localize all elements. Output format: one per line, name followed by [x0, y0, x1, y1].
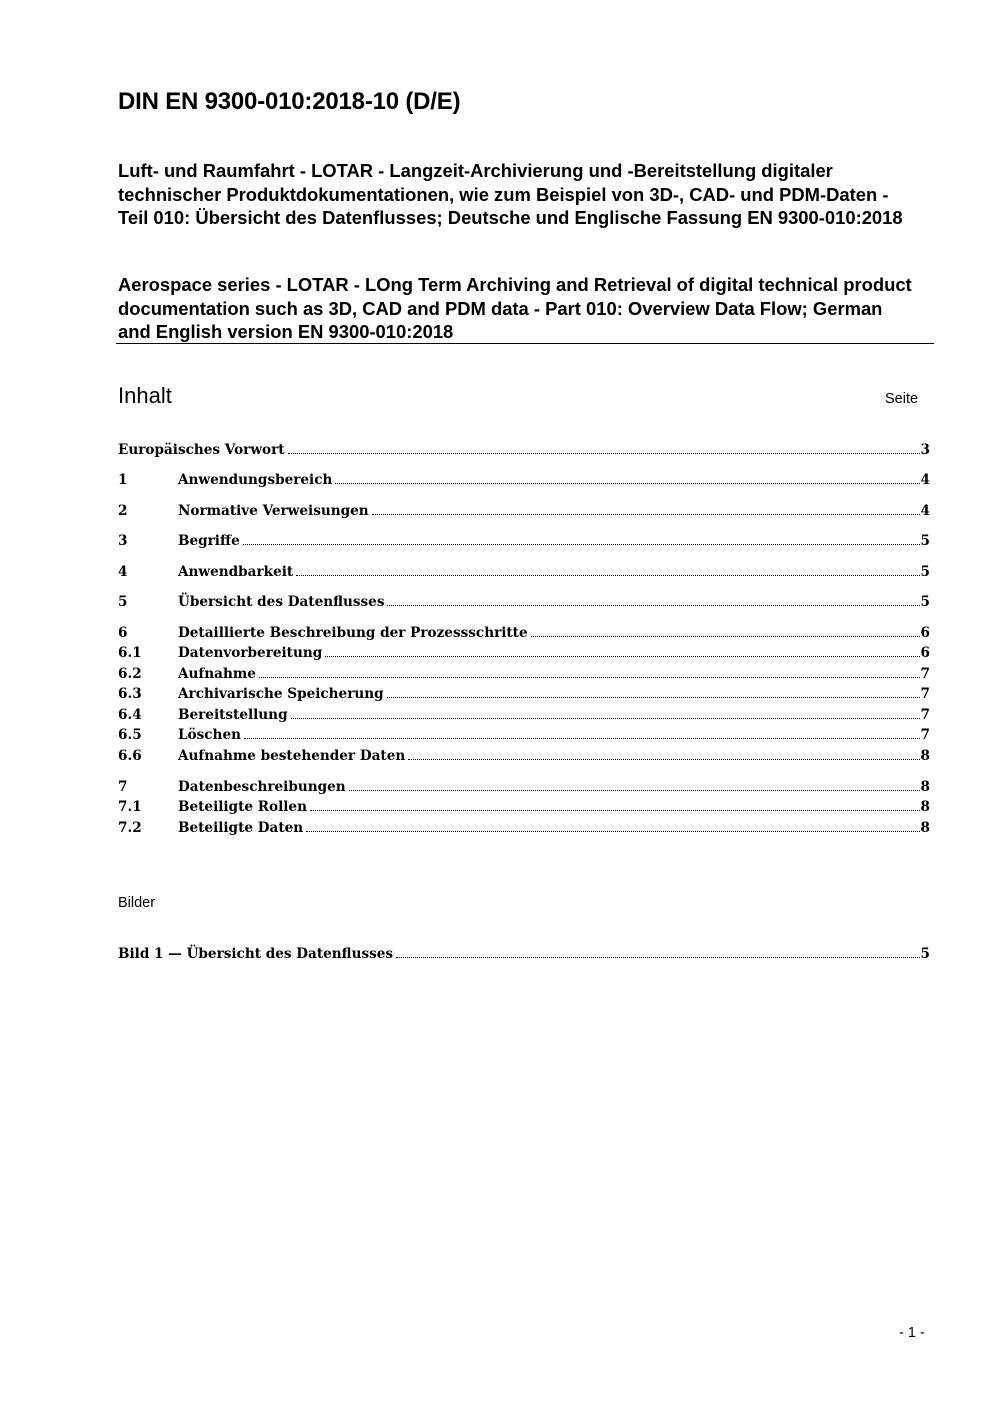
toc-entry-label: Begriffe — [178, 533, 240, 549]
toc-leader-dots — [306, 830, 919, 832]
toc-entry[interactable] — [118, 664, 930, 684]
toc-entry-label: Aufnahme — [178, 666, 256, 682]
toc-entry-page: 4 — [920, 503, 930, 519]
toc-entry[interactable] — [118, 562, 930, 582]
toc-entry-label: Detaillierte Beschreibung der Prozessschritte — [178, 625, 528, 641]
toc-leader-dots — [243, 543, 920, 545]
toc-entry[interactable] — [118, 797, 930, 817]
toc-entry[interactable] — [118, 531, 930, 551]
toc-entry[interactable] — [118, 746, 930, 766]
toc-entry[interactable] — [118, 725, 930, 745]
toc-entry-page: 8 — [920, 799, 930, 815]
toc-entry-page: 3 — [920, 442, 930, 458]
toc-entry-label: Beteiligte Daten — [178, 820, 304, 836]
toc-leader-dots — [325, 655, 919, 657]
toc-leader-dots — [349, 789, 920, 791]
toc-entry-label: Löschen — [178, 727, 241, 743]
toc-entry-number: 7.2 — [118, 820, 142, 836]
toc-entry-label: Datenvorbereitung — [178, 645, 323, 661]
toc-entry-number: 2 — [118, 503, 128, 519]
toc-entry[interactable] — [118, 684, 930, 704]
toc-entry[interactable] — [118, 501, 930, 521]
toc-entry-page: 8 — [920, 779, 930, 795]
toc-entry-page: 5 — [920, 594, 930, 610]
toc-leader-dots — [531, 635, 920, 637]
toc-leader-dots — [396, 956, 919, 958]
toc-leader-dots — [335, 482, 919, 484]
toc-leader-dots — [372, 513, 920, 515]
toc-entry-page: 6 — [920, 625, 930, 641]
toc-leader-dots — [387, 604, 919, 606]
toc-entry[interactable] — [118, 623, 930, 643]
toc-entry-number: 6.5 — [118, 727, 142, 743]
toc-entry[interactable] — [118, 440, 930, 460]
toc-page-column-label: Seite — [885, 391, 919, 407]
title-english: Aerospace series - LOTAR - LOng Term Archiving and Retrieval of digital technical product documentation such as 3D, CAD and PDM data - Part 010: Overview Data Flow; German and English version EN 9300-010:2018 — [118, 274, 912, 342]
toc-entry[interactable] — [118, 777, 930, 797]
toc-entry-number: 4 — [118, 564, 128, 580]
page-number: - 1 - — [899, 1325, 925, 1341]
title-german: Luft- und Raumfahrt - LOTAR - Langzeit-Archivierung und -Bereitstellung digitaler technischer Produktdokumentationen, wie zum Beispiel von 3D-, CAD- und PDM-Daten - Teil 010: Übersicht des Datenflusses; Deutsche und Englische Fassung EN 9300-010:2018 — [118, 160, 903, 228]
toc-entry-label: Beteiligte Rollen — [178, 799, 307, 815]
toc-entry-label: Archivarische Speicherung — [178, 686, 384, 702]
toc-entry-page: 7 — [920, 707, 930, 723]
toc-entry-number: 1 — [118, 472, 128, 488]
toc-leader-dots — [310, 809, 920, 811]
toc-entry-label: Datenbeschreibungen — [178, 779, 346, 795]
toc-entry-label: Aufnahme bestehender Daten — [178, 748, 406, 764]
toc-entry-label: Anwendungsbereich — [178, 472, 333, 488]
toc-entry-page: 7 — [920, 727, 930, 743]
toc-leader-dots — [387, 696, 920, 698]
toc-entry-number: 5 — [118, 594, 128, 610]
toc-entry-page: 7 — [920, 686, 930, 702]
toc-entry[interactable] — [118, 592, 930, 612]
document-id: DIN EN 9300-010:2018-10 (D/E) — [118, 88, 461, 115]
figure-entry-label: Bild 1 — Übersicht des Datenflusses — [118, 946, 394, 962]
toc-entry-label: Normative Verweisungen — [178, 503, 369, 519]
toc-entry[interactable] — [118, 643, 930, 663]
toc-entry-page: 5 — [920, 533, 930, 549]
toc-entry[interactable] — [118, 705, 930, 725]
figure-entry-page: 5 — [920, 946, 930, 962]
toc-entry-page: 8 — [920, 820, 930, 836]
toc-entry[interactable] — [118, 470, 930, 490]
toc-entry-number: 3 — [118, 533, 128, 549]
title-divider — [116, 343, 934, 344]
toc-entry-number: 6.1 — [118, 645, 142, 661]
figure-entry[interactable] — [118, 944, 930, 964]
toc-heading: Inhalt — [118, 383, 172, 408]
toc-entry[interactable] — [118, 818, 930, 838]
toc-entry-number: 6.2 — [118, 666, 142, 682]
toc-entry-number: 6 — [118, 625, 128, 641]
toc-entry-number: 6.4 — [118, 707, 142, 723]
toc-entry-number: 7 — [118, 779, 128, 795]
toc-leader-dots — [408, 758, 919, 760]
toc-entry-label: Anwendbarkeit — [178, 564, 294, 580]
toc-entry-number: 7.1 — [118, 799, 142, 815]
toc-entry-page: 8 — [920, 748, 930, 764]
figures-heading: Bilder — [118, 895, 156, 911]
toc-leader-dots — [244, 737, 920, 739]
toc-entry-label: Bereitstellung — [178, 707, 288, 723]
toc-entry-page: 5 — [920, 564, 930, 580]
toc-entry-label: Europäisches Vorwort — [118, 442, 285, 458]
toc-entry-page: 6 — [920, 645, 930, 661]
toc-leader-dots — [288, 452, 920, 454]
toc-leader-dots — [291, 717, 920, 719]
toc-entry-number: 6.3 — [118, 686, 142, 702]
toc-entry-page: 4 — [920, 472, 930, 488]
toc-entry-page: 7 — [920, 666, 930, 682]
toc-entry-label: Übersicht des Datenflusses — [178, 594, 385, 610]
toc-leader-dots — [259, 676, 920, 678]
toc-entry-number: 6.6 — [118, 748, 142, 764]
toc-leader-dots — [296, 574, 919, 576]
